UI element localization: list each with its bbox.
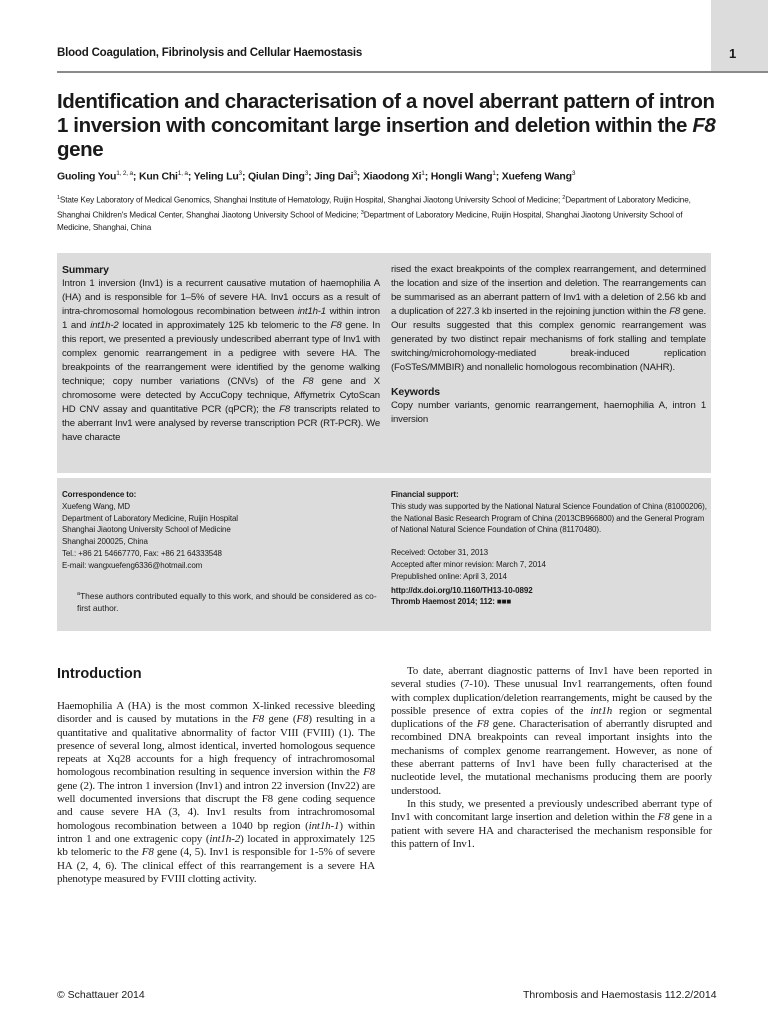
affiliations: $^1$State Key Laboratory of Medical Genomics, Shanghai Institute of Hematology, Ruijin Hospital, Shanghai Jiaotong University School of Medicine; $^2$Department of Laboratory Medicine, Shanghai Children's Medical Center, Shanghai Jiaotong University School of Medicine; $^3$Department of Laboratory Medicine, Ruijin Hospital, Shanghai Jiaotong University School of Medicine, Shanghai, China — [57, 195, 691, 233]
italic-term: F8 — [302, 376, 314, 387]
author-name: Qiulan Ding — [247, 170, 305, 183]
correspondence-heading: Correspondence to: — [62, 490, 137, 499]
text-segment: gene in a patient with severe HA and characterised the mechanism responsible for this pattern of Inv1. — [391, 811, 712, 850]
received-date: Received: October 31, 2013 — [391, 548, 489, 558]
summary-text-left — [62, 277, 380, 445]
text-segment: In this study, we presented a previously undescribed aberrant type of Inv1 with concomitant large insertion and deletion within the — [391, 797, 712, 824]
article-title — [57, 90, 717, 162]
text-segment: ) resulting in a quantitative and qualitative abnormality of factor VIII (FVIII) (1). The presence of several long, almost identical, inverted homologous sequence repeats at Xq28 accounts for a high frequency of intrachromosomal homologous recombination resulting in sequence inversion within the — [57, 713, 375, 779]
author-affiliation-marker: 1 — [421, 170, 425, 177]
introduction-paragraph-2 — [391, 665, 712, 798]
text-segment: region or segmental duplications of the — [391, 704, 712, 731]
introduction-paragraph-1 — [57, 700, 375, 886]
author-affiliation-marker: 1 — [492, 170, 496, 177]
text-segment: gene. In this report, we presented a previously undescribed aberrant type of Inv1 with complex genomic rearrangement in a pedigree with severe HA. The breakpoints of the rearrangement were identified by the genome walking technique; copy number variations (CNVs) of the — [62, 320, 380, 387]
text-segment: within intron 1 and — [62, 306, 380, 331]
doi-link[interactable]: http://dx.doi.org/10.1160/TH13-10-0892 — [391, 585, 533, 595]
author-name: Kun Chi — [138, 170, 178, 183]
citation: Thromb Haemost 2014; 112: ■■■ — [391, 597, 512, 607]
co-first-author-footnote: $^a$These authors contributed equally to this work, and should be considered as co-first author. — [77, 590, 377, 613]
italic-term: int1h-2 — [209, 832, 241, 845]
text-segment: To date, aberrant diagnostic patterns of Inv1 have been reported in several studies (7-10). These unusual Inv1 rearrangements, often found with complex duplication/deletion rearrangements, might be caused by the possible presence of extra copies of the — [391, 665, 712, 717]
italic-term: int1h — [590, 704, 613, 717]
title-gene: F8 — [692, 114, 716, 137]
text-segment: ) located in approximately 125 kb telomeric to the — [57, 832, 376, 859]
text-segment: gene and X chromosome were detected by AccuCopy technique, Affymetrix CytoScan HD CNV assay and quantitative PCR (qPCR); the — [62, 376, 380, 415]
text-segment: gene (4, 5). Inv1 is responsible for 1-5% of severe HA (2, 4, 6). The clinical effect of this rearrangement is a severe HA phenotype measured by FVIII clotting activity. — [57, 846, 375, 885]
author-name: Guoling You — [57, 170, 117, 183]
correspondence-line: Xuefeng Wang, MD — [62, 501, 130, 511]
accepted-date: Accepted after minor revision: March 7, 2014 — [391, 559, 546, 569]
correspondence-line: Tel.: +86 21 54667770, Fax: +86 21 64333548 — [62, 548, 222, 558]
journal-citation-footer: Thrombosis and Haemostasis 112.2/2014 — [523, 989, 717, 1001]
italic-term: F8 — [279, 404, 291, 415]
author-name: Xiaodong Xi — [362, 170, 422, 183]
italic-term: F8 — [669, 306, 681, 317]
italic-term: F8 — [476, 718, 489, 731]
text-segment: transcripts related to the aberrant Inv1 were analysed by reverse transcription PCR (RT-PCR). We have characte — [62, 404, 380, 443]
text-segment: gene (2). The intron 1 inversion (Inv1) and intron 22 inversion (Inv22) are well documented inversions that discrupt the F8 gene coding sequence and cause severe HA (3, 4). Inv1 results from intrachromosomal homologous recombination between a 1040 bp region ( — [57, 779, 375, 832]
italic-term: F8 — [252, 713, 265, 726]
header-divider — [57, 71, 768, 73]
author-affiliation-marker: 1, a — [177, 170, 188, 177]
prepublished-date: Prepublished online: April 3, 2014 — [391, 571, 507, 581]
author-name: Xuefeng Wang — [501, 170, 572, 183]
italic-term: int1h-1 — [297, 306, 326, 317]
author-affiliation-marker: 1, 2, a — [116, 170, 133, 177]
author-affiliation-marker: 3 — [238, 170, 242, 177]
author-list: Guoling You$^{1, 2, a}$; Kun Chi$^{1, a}$; Yeling Lu$^3$; Qiulan Ding$^3$; Jing Dai$^3$; Xiaodong Xi$^1$; Hongli Wang$^1$; Xuefeng Wang$^3$ — [57, 170, 576, 183]
introduction-column-right — [391, 665, 712, 851]
correspondence-line: Shanghai 200025, China — [62, 537, 148, 547]
italic-term: F8 — [657, 811, 670, 824]
text-segment: rised the exact breakpoints of the complex rearrangement, and determined the location and size of the insertion and deletion. The rearrangements can be summarised as an aberrant pattern of Inv1 with a deletion of 2.56 kb and a duplication of 227.3 kb inserted in the rejoining junction within the — [391, 264, 706, 317]
author-name: Hongli Wang — [430, 170, 493, 183]
copyright: © Schattauer 2014 — [57, 989, 145, 1001]
author-affiliation-marker: 3 — [571, 170, 576, 177]
introduction-heading: Introduction — [57, 666, 142, 682]
title-text-2: gene — [57, 138, 104, 161]
italic-term: F8 — [363, 766, 375, 779]
summary-column-left — [62, 263, 380, 445]
correspondence-line: Shanghai Jiaotong University School of Medicine — [62, 525, 231, 535]
italic-term: F8 — [296, 713, 309, 726]
text-segment: located in approximately 125 kb telomeric to the — [118, 320, 331, 331]
introduction-column-left — [57, 700, 375, 886]
italic-term: F8 — [330, 320, 342, 331]
financial-text: This study was supported by the National Natural Science Foundation of China (81000206), the National Basic Research Program of China (2013CB966800) and the General Program of National Natural Science Foundation of China (81170480). — [391, 501, 707, 535]
journal-section-title: Blood Coagulation, Fibrinolysis and Cellular Haemostasis — [57, 47, 363, 59]
title-text-1: Identification and characterisation of a novel aberrant pattern of intron 1 inversion with concomitant large insertion and deletion within the — [57, 90, 715, 137]
introduction-paragraph-3 — [391, 798, 712, 851]
financial-heading: Financial support: — [391, 490, 459, 499]
page-number-tab — [711, 0, 768, 72]
text-segment: Haemophilia A (HA) is the most common X-linked recessive bleeding disorder and is caused by mutations in the — [57, 700, 375, 726]
page-number: 1 — [729, 46, 737, 61]
text-segment: gene. Our results suggested that this complex genomic rearrangement was generated by two distinct repair mechanisms of fork stalling and template switching/microhomology-mediated break-induced replication (FoSTeS/MMBIR) and nonallelic homologous recombination (NAHR). — [391, 306, 706, 373]
correspondence-email[interactable]: E-mail: wangxuefeng6336@hotmail.com — [62, 560, 203, 570]
text-segment: gene. Characterisation of aberrantly disrupted and recombined DNA breakpoints can reveal important insights into the mechanisms of complex genome rearrangement. However, as none of these aberrant patterns of Inv1 have been fully characterised at the nucleotide level, the mutational mechanisms producing them are poorly understood. — [391, 718, 713, 797]
financial-column — [391, 489, 707, 608]
author-affiliation-marker: 3 — [353, 170, 357, 177]
correspondence-line: Department of Laboratory Medicine, Ruijin Hospital — [62, 513, 238, 523]
author-name: Yeling Lu — [193, 170, 239, 183]
keywords-heading: Keywords — [391, 386, 440, 398]
italic-term: int1h-2 — [90, 320, 119, 331]
italic-term: F8 — [141, 846, 154, 859]
text-segment: gene ( — [264, 713, 297, 726]
summary-column-right — [391, 263, 706, 427]
summary-text-right — [391, 263, 706, 375]
text-segment: Intron 1 inversion (Inv1) is a recurrent causative mutation of haemophilia A (HA) and is responsible for 1–5% of severe HA. Inv1 occurs as a result of intra-chromosomal homologous recombination between — [62, 278, 380, 317]
text-segment: ) within intron 1 and one extragenic copy ( — [57, 819, 375, 845]
author-affiliation-marker: 3 — [304, 170, 309, 177]
correspondence-column — [62, 489, 382, 572]
summary-heading: Summary — [62, 264, 109, 276]
author-name: Jing Dai — [314, 170, 354, 183]
italic-term: int1h-1 — [308, 819, 340, 832]
keywords-text: Copy number variants, genomic rearrangement, haemophilia A, intron 1 inversion — [391, 400, 706, 425]
